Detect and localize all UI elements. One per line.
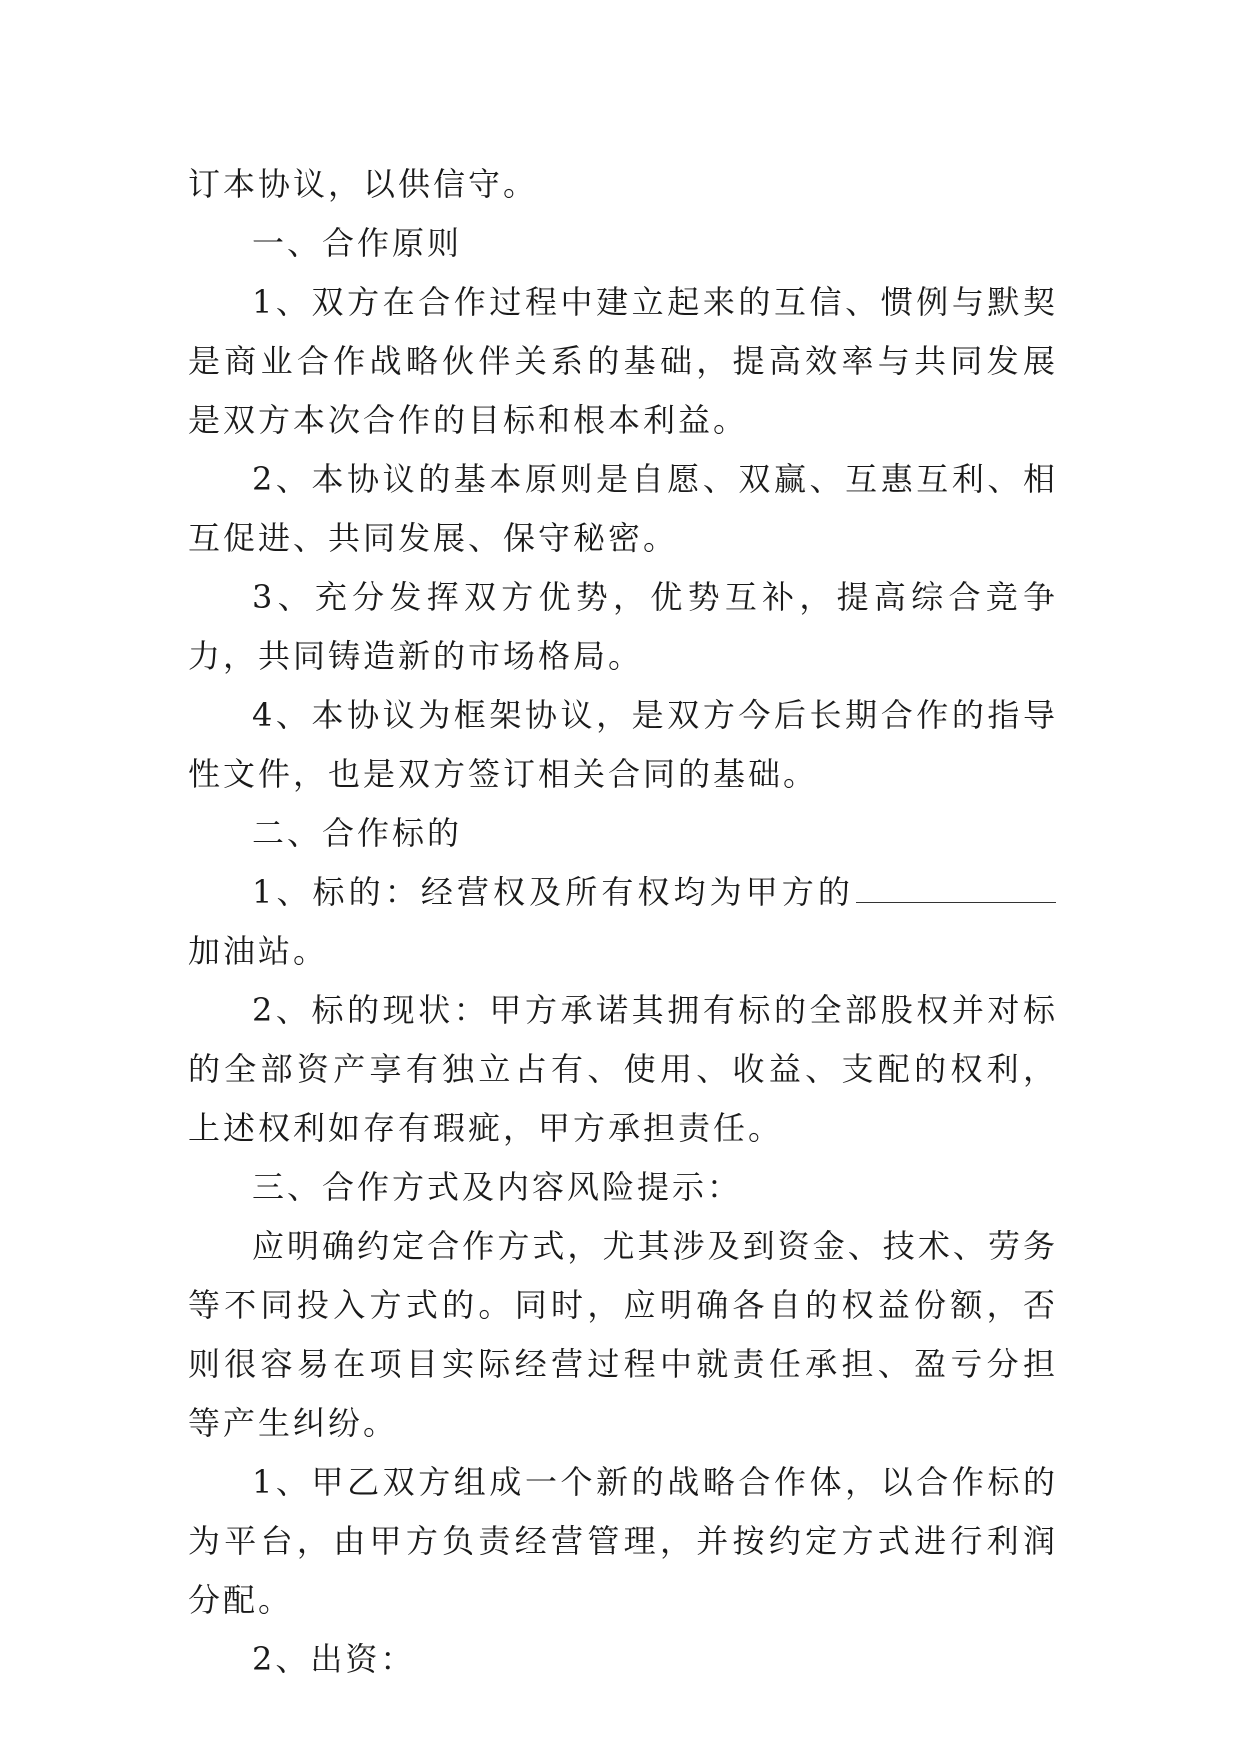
fill-in-blank (856, 872, 1056, 903)
paragraph-principle-4: 4、本协议为框架协议，是双方今后长期合作的指导性文件，也是双方签订相关合同的基础。 (188, 696, 1058, 793)
paragraph-principle-2: 2、本协议的基本原则是自愿、双赢、互惠互利、相互促进、共同发展、保守秘密。 (188, 460, 1058, 557)
document-body (188, 155, 1058, 1689)
subject-prefix: 1、标的：经营权及所有权均为甲方的 (252, 873, 854, 911)
section-heading-cooperation-subject: 二、合作标的 (252, 814, 463, 852)
subject-suffix: 加油站。 (188, 932, 329, 970)
paragraph-risk-note: 应明确约定合作方式，尤其涉及到资金、技术、劳务等不同投入方式的。同时，应明确各自的权益份额，否则很容易在项目实际经营过程中就责任承担、盈亏分担等产生纠纷。 (188, 1227, 1058, 1442)
paragraph-subject-2: 2、标的现状：甲方承诺其拥有标的全部股权并对标的全部资产享有独立占有、使用、收益、支配的权利，上述权利如存有瑕疵，甲方承担责任。 (188, 991, 1058, 1147)
section-heading-cooperation-method: 三、合作方式及内容风险提示： (252, 1168, 743, 1206)
paragraph-method-1: 1、甲乙双方组成一个新的战略合作体，以合作标的为平台，由甲方负责经营管理，并按约定方式进行利润分配。 (188, 1463, 1058, 1619)
paragraph-method-2: 2、出资： (252, 1640, 416, 1678)
paragraph-principle-1: 1、双方在合作过程中建立起来的互信、惯例与默契是商业合作战略伙伴关系的基础，提高效率与共同发展是双方本次合作的目标和根本利益。 (188, 283, 1058, 439)
paragraph-closing: 订本协议，以供信守。 (188, 165, 539, 203)
paragraph-principle-3: 3、充分发挥双方优势，优势互补，提高综合竞争力，共同铸造新的市场格局。 (188, 578, 1058, 675)
paragraph-subject-1 (188, 863, 1058, 981)
section-heading-cooperation-principles: 一、合作原则 (252, 224, 463, 262)
